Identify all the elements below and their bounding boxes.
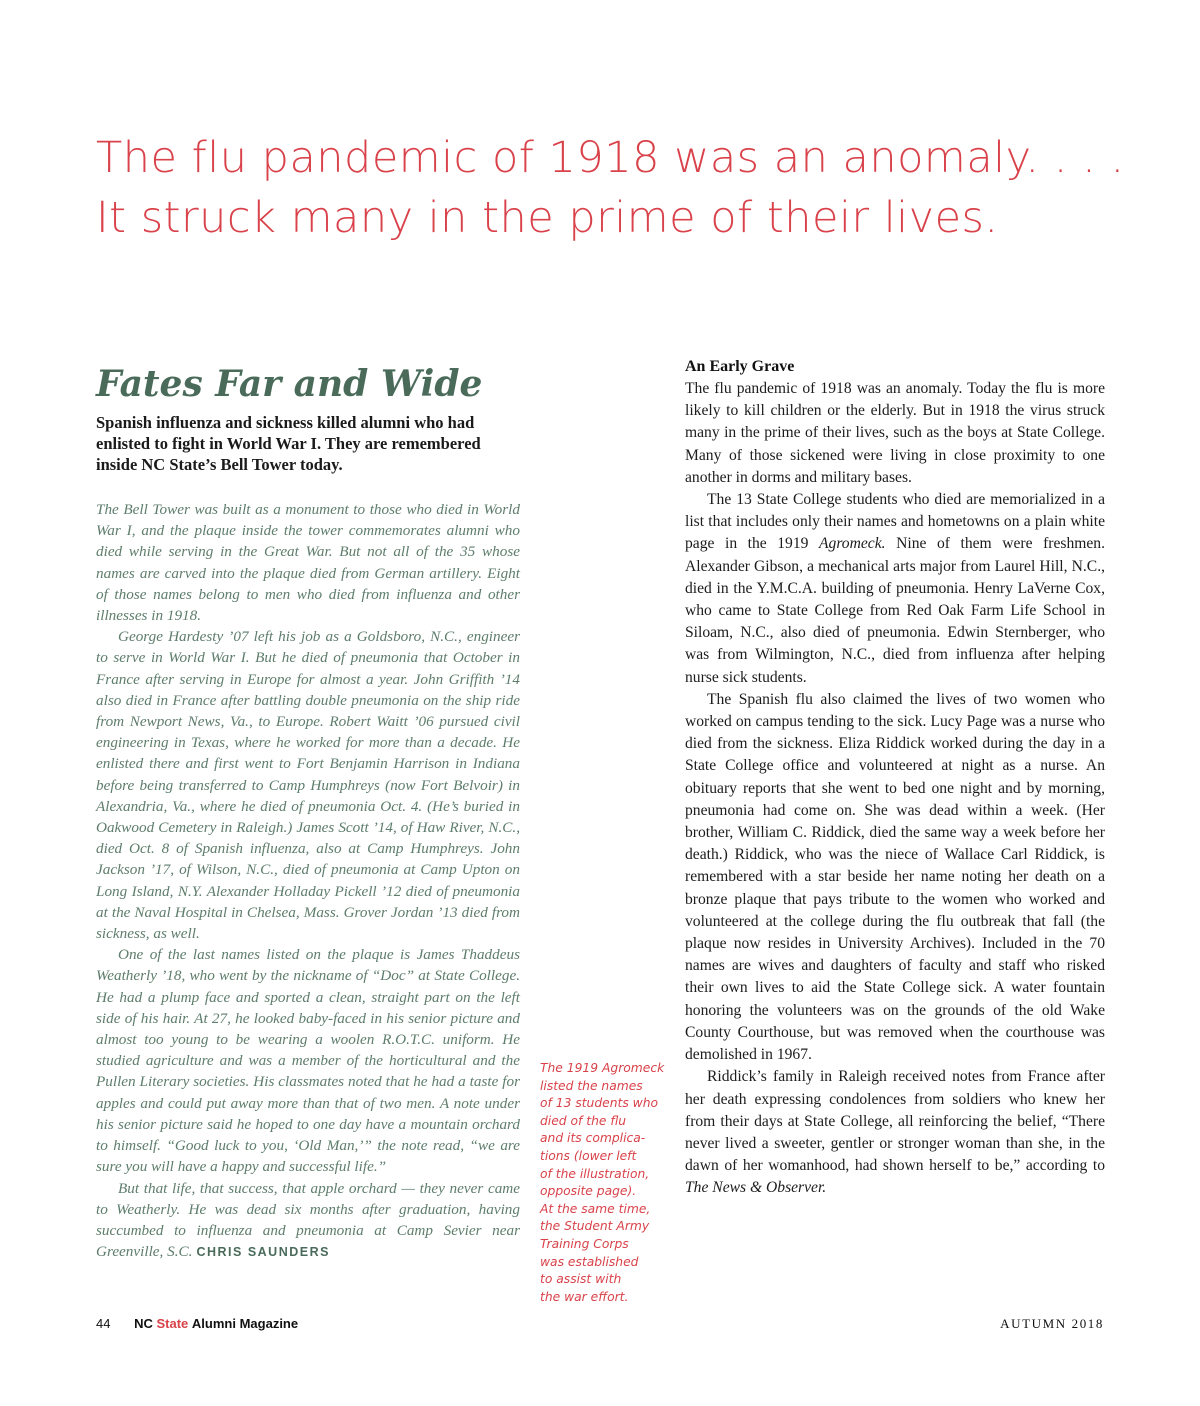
deck-line: inside NC State’s Bell Tower today. [96, 455, 343, 474]
caption-line: the Student Army [540, 1219, 650, 1234]
brand-state: State [156, 1316, 189, 1331]
footer-left [96, 1316, 298, 1331]
caption-line: tions (lower left [540, 1148, 637, 1163]
section-heading: An Early Grave [685, 358, 795, 375]
deck-line: Spanish influenza and sickness killed alumni who had [96, 413, 475, 432]
caption-line: Training Corps [540, 1236, 629, 1251]
publication-title: Agromeck. [819, 535, 886, 553]
caption-line: and its complica- [540, 1131, 646, 1146]
body-paragraph: The Bell Tower was built as a monument to those who died in World War I, and the plaque inside the tower commemorates alumni who died while serving in the Great War. But not all of the 35 whose names are carved into the plaque died from German artillery. Eight of those names belong to men who died from influenza and other illnesses in 1918. [96, 501, 520, 625]
section-body [685, 378, 1105, 1200]
image-caption [540, 1060, 664, 1306]
brand-nc: NC [134, 1316, 153, 1331]
article-title: Fates Far and Wide [96, 363, 483, 405]
page-number: 44 [96, 1316, 111, 1331]
pull-quote [96, 128, 1136, 248]
caption-line: At the same time, [540, 1201, 651, 1216]
article-deck [96, 412, 520, 475]
caption-line: the war effort. [540, 1289, 629, 1304]
article-left-column [96, 362, 520, 1263]
body-paragraph: One of the last names listed on the plaque is James Thaddeus Weatherly ’18, who went by the nickname of “Doc” at State College. He had a plump face and sported a clean, straight part on the left side of his hair. At 27, he looked baby-faced in his senior picture and almost too young to be wearing a woolen R.O.T.C. uniform. He studied agriculture and was a member of the horticultural and the Pullen Literary societies. His classmates noted that he had a taste for apples and could put away more than that of two men. A note under his senior picture said he hoped to one day have a mountain orchard to himself. “Good luck to you, ‘Old Man,’” the note read, “we are sure you will have a happy and successful life.” [96, 946, 520, 1176]
caption-line: to assist with [540, 1272, 622, 1287]
body-paragraph: The Spanish flu also claimed the lives of two women who worked on campus tending to the sick. Lucy Page was a nurse who died from the sickness. Eliza Riddick worked during the day in a State College office and volunteered at night as a nurse. An obituary reports that she went to bed one night and by morning, pneumonia had come on. She was dead within a week. (Her brother, William C. Riddick, died the same way a week before her death.) Riddick, who was the niece of Wallace Carl Riddick, is remembered with a star beside her name noting her death on a bronze plaque that pays tribute to the women who worked and volunteered at the college during the flu outbreak that fall (the plaque now resides in University Archives). Included in the 70 names are wives and daughters of faculty and staff who risked their own lives to aid the State College sick. A water fountain honoring the volunteers was on the grounds of the old Wake County Courthouse, but was removed when the courthouse was demolished in 1967. [685, 690, 1105, 1064]
caption-line: of 13 students who [540, 1096, 659, 1111]
caption-line: of the illustration, [540, 1166, 650, 1181]
caption-line: died of the flu [540, 1113, 627, 1128]
deck-line: enlisted to fight in World War I. They are remembered [96, 434, 481, 453]
body-paragraph-last [96, 1178, 520, 1264]
body-text: Riddick’s family in Raleigh received notes from France after her death expressing condolences from soldiers who knew her from their days at State College, all reinforcing the belief, “There never lived a sweeter, gentler or stronger woman than she, in the dawn of her womanhood, had shown herself to be,” according to [685, 1068, 1105, 1175]
caption-line: listed the names [540, 1078, 643, 1093]
body-paragraph: George Hardesty ’07 left his job as a Goldsboro, N.C., engineer to serve in World War I. But he died of pneumonia that October in France after serving in Europe for almost a year. John Griffith ’14 also died in France after battling double pneumonia on the ship ride from Newport News, Va., to Europe. Robert Waitt ’06 pursued civil engineering in Texas, where he worked for more than a decade. He enlisted there and first went to Fort Benjamin Harrison in Indiana before being transferred to Camp Humphreys (now Fort Belvoir) in Alexandria, Va., where he died of pneumonia Oct. 4. (He’s buried in Oakwood Cemetery in Raleigh.) James Scott ’14, of Haw River, N.C., died Oct. 8 of Spanish influenza, also at Camp Humphreys. John Jackson ’17, of Wilson, N.C., died of pneumonia at Camp Upton on Long Island, N.Y. Alexander Holladay Pickell ’12 died of pneumonia at the Naval Hospital in Chelsea, Mass. Grover Jordan ’13 died from sickness, as well. [96, 628, 520, 943]
pull-quote-line: The flu pandemic of 1918 was an anomaly. . . . [96, 133, 1125, 183]
body-paragraph [685, 1066, 1105, 1199]
caption-line: opposite page). [540, 1184, 637, 1199]
byline: CHRIS SAUNDERS [196, 1245, 330, 1260]
body-paragraph: The flu pandemic of 1918 was an anomaly. Today the flu is more likely to kill children or the elderly. But in 1918 the virus struck many in the prime of their lives, such as the boys at State College. Many of those sickened were living in close proximity to one another in dorms and military bases. [685, 380, 1105, 486]
article-body [96, 499, 520, 1263]
issue-label: AUTUMN 2018 [1000, 1316, 1104, 1331]
caption-line: The 1919 Agromeck [540, 1061, 665, 1075]
brand-magazine: Alumni Magazine [191, 1316, 299, 1331]
body-text: But that life, that success, that apple orchard — they never came to Weatherly. He was dead six months after graduation, having succumbed to influenza and pneumonia at Camp Sevier near Greenville, S.C. [96, 1179, 520, 1261]
article-right-column [685, 356, 1105, 1200]
body-text: The 13 State College students who died are memorialized in a list that includes only their names and hometowns on a plain white page in the 1919 [685, 491, 1105, 553]
body-text: Nine of them were freshmen. Alexander Gibson, a mechanical arts major from Laurel Hill, N.C., died in the Y.M.C.A. building of pneumonia. Henry LaVerne Cox, who came to State College from Red Oak Farm Life School in Siloam, N.C., also died of pneumonia. Edwin Sternberger, who was from Wilmington, N.C., died from influenza after helping nurse sick students. [685, 535, 1105, 686]
publication-title: The News & Observer. [685, 1179, 827, 1197]
pull-quote-line: It struck many in the prime of their lives. [96, 193, 999, 243]
body-paragraph [685, 489, 1105, 689]
caption-line: was established [540, 1254, 639, 1269]
